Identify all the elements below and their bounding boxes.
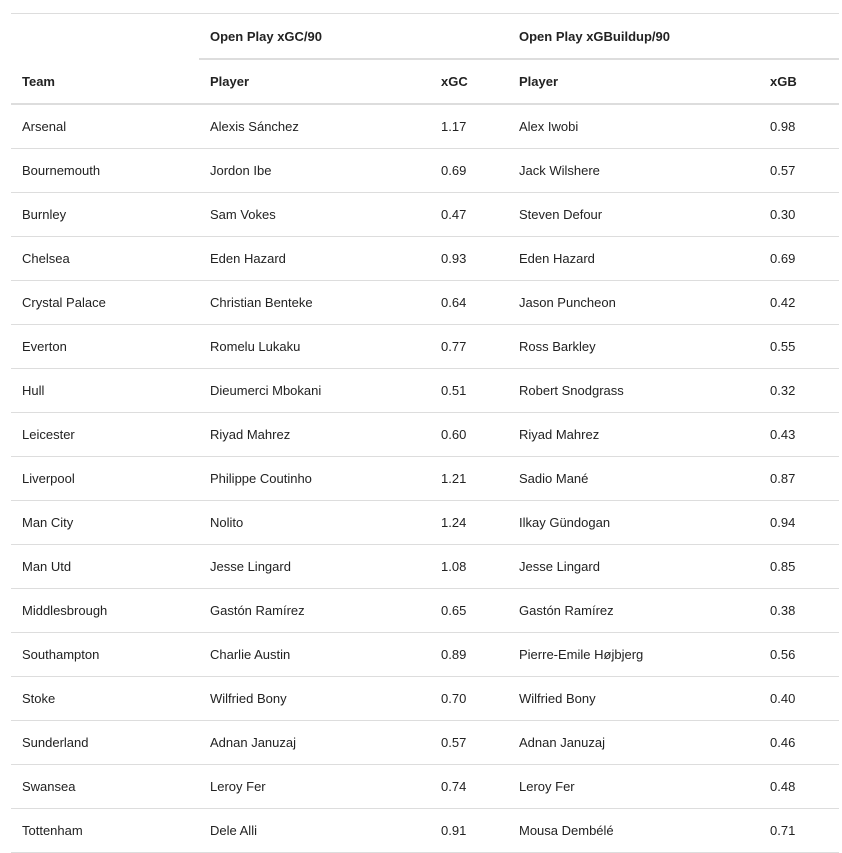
cell-xgc-player: Eden Hazard (199, 237, 430, 281)
cell-xgb-player: Ilkay Gündogan (508, 501, 759, 545)
cell-xgb-player: Jack Wilshere (508, 149, 759, 193)
table-row (11, 149, 839, 193)
cell-xgc-player: Dieumerci Mbokani (199, 369, 430, 413)
cell-xgb-player: Leroy Fer (508, 765, 759, 809)
cell-xgb-player: Adnan Januzaj (508, 721, 759, 765)
cell-xgb-player: Jesse Lingard (508, 545, 759, 589)
cell-xgc-value: 0.74 (430, 765, 508, 809)
cell-xgc-value: 0.51 (430, 369, 508, 413)
column-header-team: Team (11, 59, 199, 104)
column-header-xgc-player: Player (199, 59, 430, 104)
table-row (11, 501, 839, 545)
cell-xgc-player: Romelu Lukaku (199, 325, 430, 369)
cell-xgb-player: Sadio Mané (508, 457, 759, 501)
cell-xgb-value: 0.32 (759, 369, 839, 413)
cell-xgc-value: 1.21 (430, 457, 508, 501)
header-column-row (11, 59, 839, 104)
cell-xgc-value: 1.08 (430, 545, 508, 589)
cell-xgb-value: 0.57 (759, 149, 839, 193)
cell-team: Sunderland (11, 721, 199, 765)
table-row (11, 765, 839, 809)
cell-xgc-player: Dele Alli (199, 809, 430, 853)
cell-xgc-player: Riyad Mahrez (199, 413, 430, 457)
cell-xgc-value: 0.89 (430, 633, 508, 677)
cell-team: Middlesbrough (11, 589, 199, 633)
cell-team: Tottenham (11, 809, 199, 853)
cell-team: Bournemouth (11, 149, 199, 193)
cell-xgb-value: 0.43 (759, 413, 839, 457)
cell-xgb-value: 0.71 (759, 809, 839, 853)
cell-team: Swansea (11, 765, 199, 809)
cell-xgb-value: 0.56 (759, 633, 839, 677)
table-row (11, 457, 839, 501)
table-row (11, 369, 839, 413)
cell-team: Everton (11, 325, 199, 369)
cell-xgb-value: 0.46 (759, 721, 839, 765)
table-row (11, 237, 839, 281)
cell-xgc-player: Christian Benteke (199, 281, 430, 325)
cell-xgc-value: 1.17 (430, 104, 508, 149)
cell-xgb-player: Mousa Dembélé (508, 809, 759, 853)
cell-xgb-player: Eden Hazard (508, 237, 759, 281)
cell-xgc-value: 0.65 (430, 589, 508, 633)
cell-team: Arsenal (11, 104, 199, 149)
cell-xgb-player: Wilfried Bony (508, 677, 759, 721)
cell-xgb-value: 0.55 (759, 325, 839, 369)
cell-xgc-player: Sam Vokes (199, 193, 430, 237)
cell-team: Southampton (11, 633, 199, 677)
table-row (11, 809, 839, 853)
cell-xgb-player: Pierre-Emile Højbjerg (508, 633, 759, 677)
cell-xgc-player: Jesse Lingard (199, 545, 430, 589)
cell-xgc-value: 0.93 (430, 237, 508, 281)
table-row (11, 413, 839, 457)
cell-xgb-value: 0.69 (759, 237, 839, 281)
cell-xgc-player: Adnan Januzaj (199, 721, 430, 765)
cell-xgb-value: 0.87 (759, 457, 839, 501)
cell-xgb-value: 0.30 (759, 193, 839, 237)
cell-xgb-value: 0.38 (759, 589, 839, 633)
stats-table (11, 13, 839, 853)
cell-xgb-player: Alex Iwobi (508, 104, 759, 149)
cell-xgb-value: 0.98 (759, 104, 839, 149)
cell-team: Burnley (11, 193, 199, 237)
cell-xgc-value: 0.57 (430, 721, 508, 765)
cell-xgc-value: 1.24 (430, 501, 508, 545)
column-header-xgb-player: Player (508, 59, 759, 104)
cell-xgc-value: 0.70 (430, 677, 508, 721)
cell-team: Chelsea (11, 237, 199, 281)
cell-xgb-value: 0.40 (759, 677, 839, 721)
cell-xgc-player: Jordon Ibe (199, 149, 430, 193)
table-body (11, 104, 839, 853)
column-header-xgc: xGC (430, 59, 508, 104)
header-spacer (11, 14, 199, 60)
cell-xgb-value: 0.48 (759, 765, 839, 809)
cell-xgc-player: Leroy Fer (199, 765, 430, 809)
table-row (11, 589, 839, 633)
cell-xgc-value: 0.77 (430, 325, 508, 369)
header-group-row (11, 14, 839, 60)
table-row (11, 677, 839, 721)
cell-xgc-player: Alexis Sánchez (199, 104, 430, 149)
group-header-xgc: Open Play xGC/90 (199, 14, 508, 60)
cell-xgc-player: Gastón Ramírez (199, 589, 430, 633)
table-row (11, 104, 839, 149)
cell-xgc-player: Charlie Austin (199, 633, 430, 677)
cell-xgb-value: 0.85 (759, 545, 839, 589)
cell-team: Stoke (11, 677, 199, 721)
table-row (11, 325, 839, 369)
cell-xgb-player: Robert Snodgrass (508, 369, 759, 413)
cell-xgc-value: 0.69 (430, 149, 508, 193)
cell-xgc-value: 0.64 (430, 281, 508, 325)
column-header-xgb: xGB (759, 59, 839, 104)
cell-team: Hull (11, 369, 199, 413)
table-row (11, 633, 839, 677)
cell-xgb-player: Riyad Mahrez (508, 413, 759, 457)
table-row (11, 281, 839, 325)
cell-xgc-player: Philippe Coutinho (199, 457, 430, 501)
table-row (11, 193, 839, 237)
cell-team: Man Utd (11, 545, 199, 589)
cell-xgb-player: Gastón Ramírez (508, 589, 759, 633)
cell-xgb-player: Ross Barkley (508, 325, 759, 369)
cell-xgb-player: Jason Puncheon (508, 281, 759, 325)
cell-xgc-player: Nolito (199, 501, 430, 545)
cell-xgc-player: Wilfried Bony (199, 677, 430, 721)
group-header-xgb: Open Play xGBuildup/90 (508, 14, 839, 60)
cell-xgc-value: 0.91 (430, 809, 508, 853)
cell-team: Man City (11, 501, 199, 545)
cell-team: Liverpool (11, 457, 199, 501)
cell-xgc-value: 0.47 (430, 193, 508, 237)
table-header (11, 14, 839, 105)
cell-team: Crystal Palace (11, 281, 199, 325)
table-row (11, 721, 839, 765)
cell-xgb-value: 0.42 (759, 281, 839, 325)
cell-xgb-player: Steven Defour (508, 193, 759, 237)
table-row (11, 545, 839, 589)
cell-xgc-value: 0.60 (430, 413, 508, 457)
cell-team: Leicester (11, 413, 199, 457)
cell-xgb-value: 0.94 (759, 501, 839, 545)
